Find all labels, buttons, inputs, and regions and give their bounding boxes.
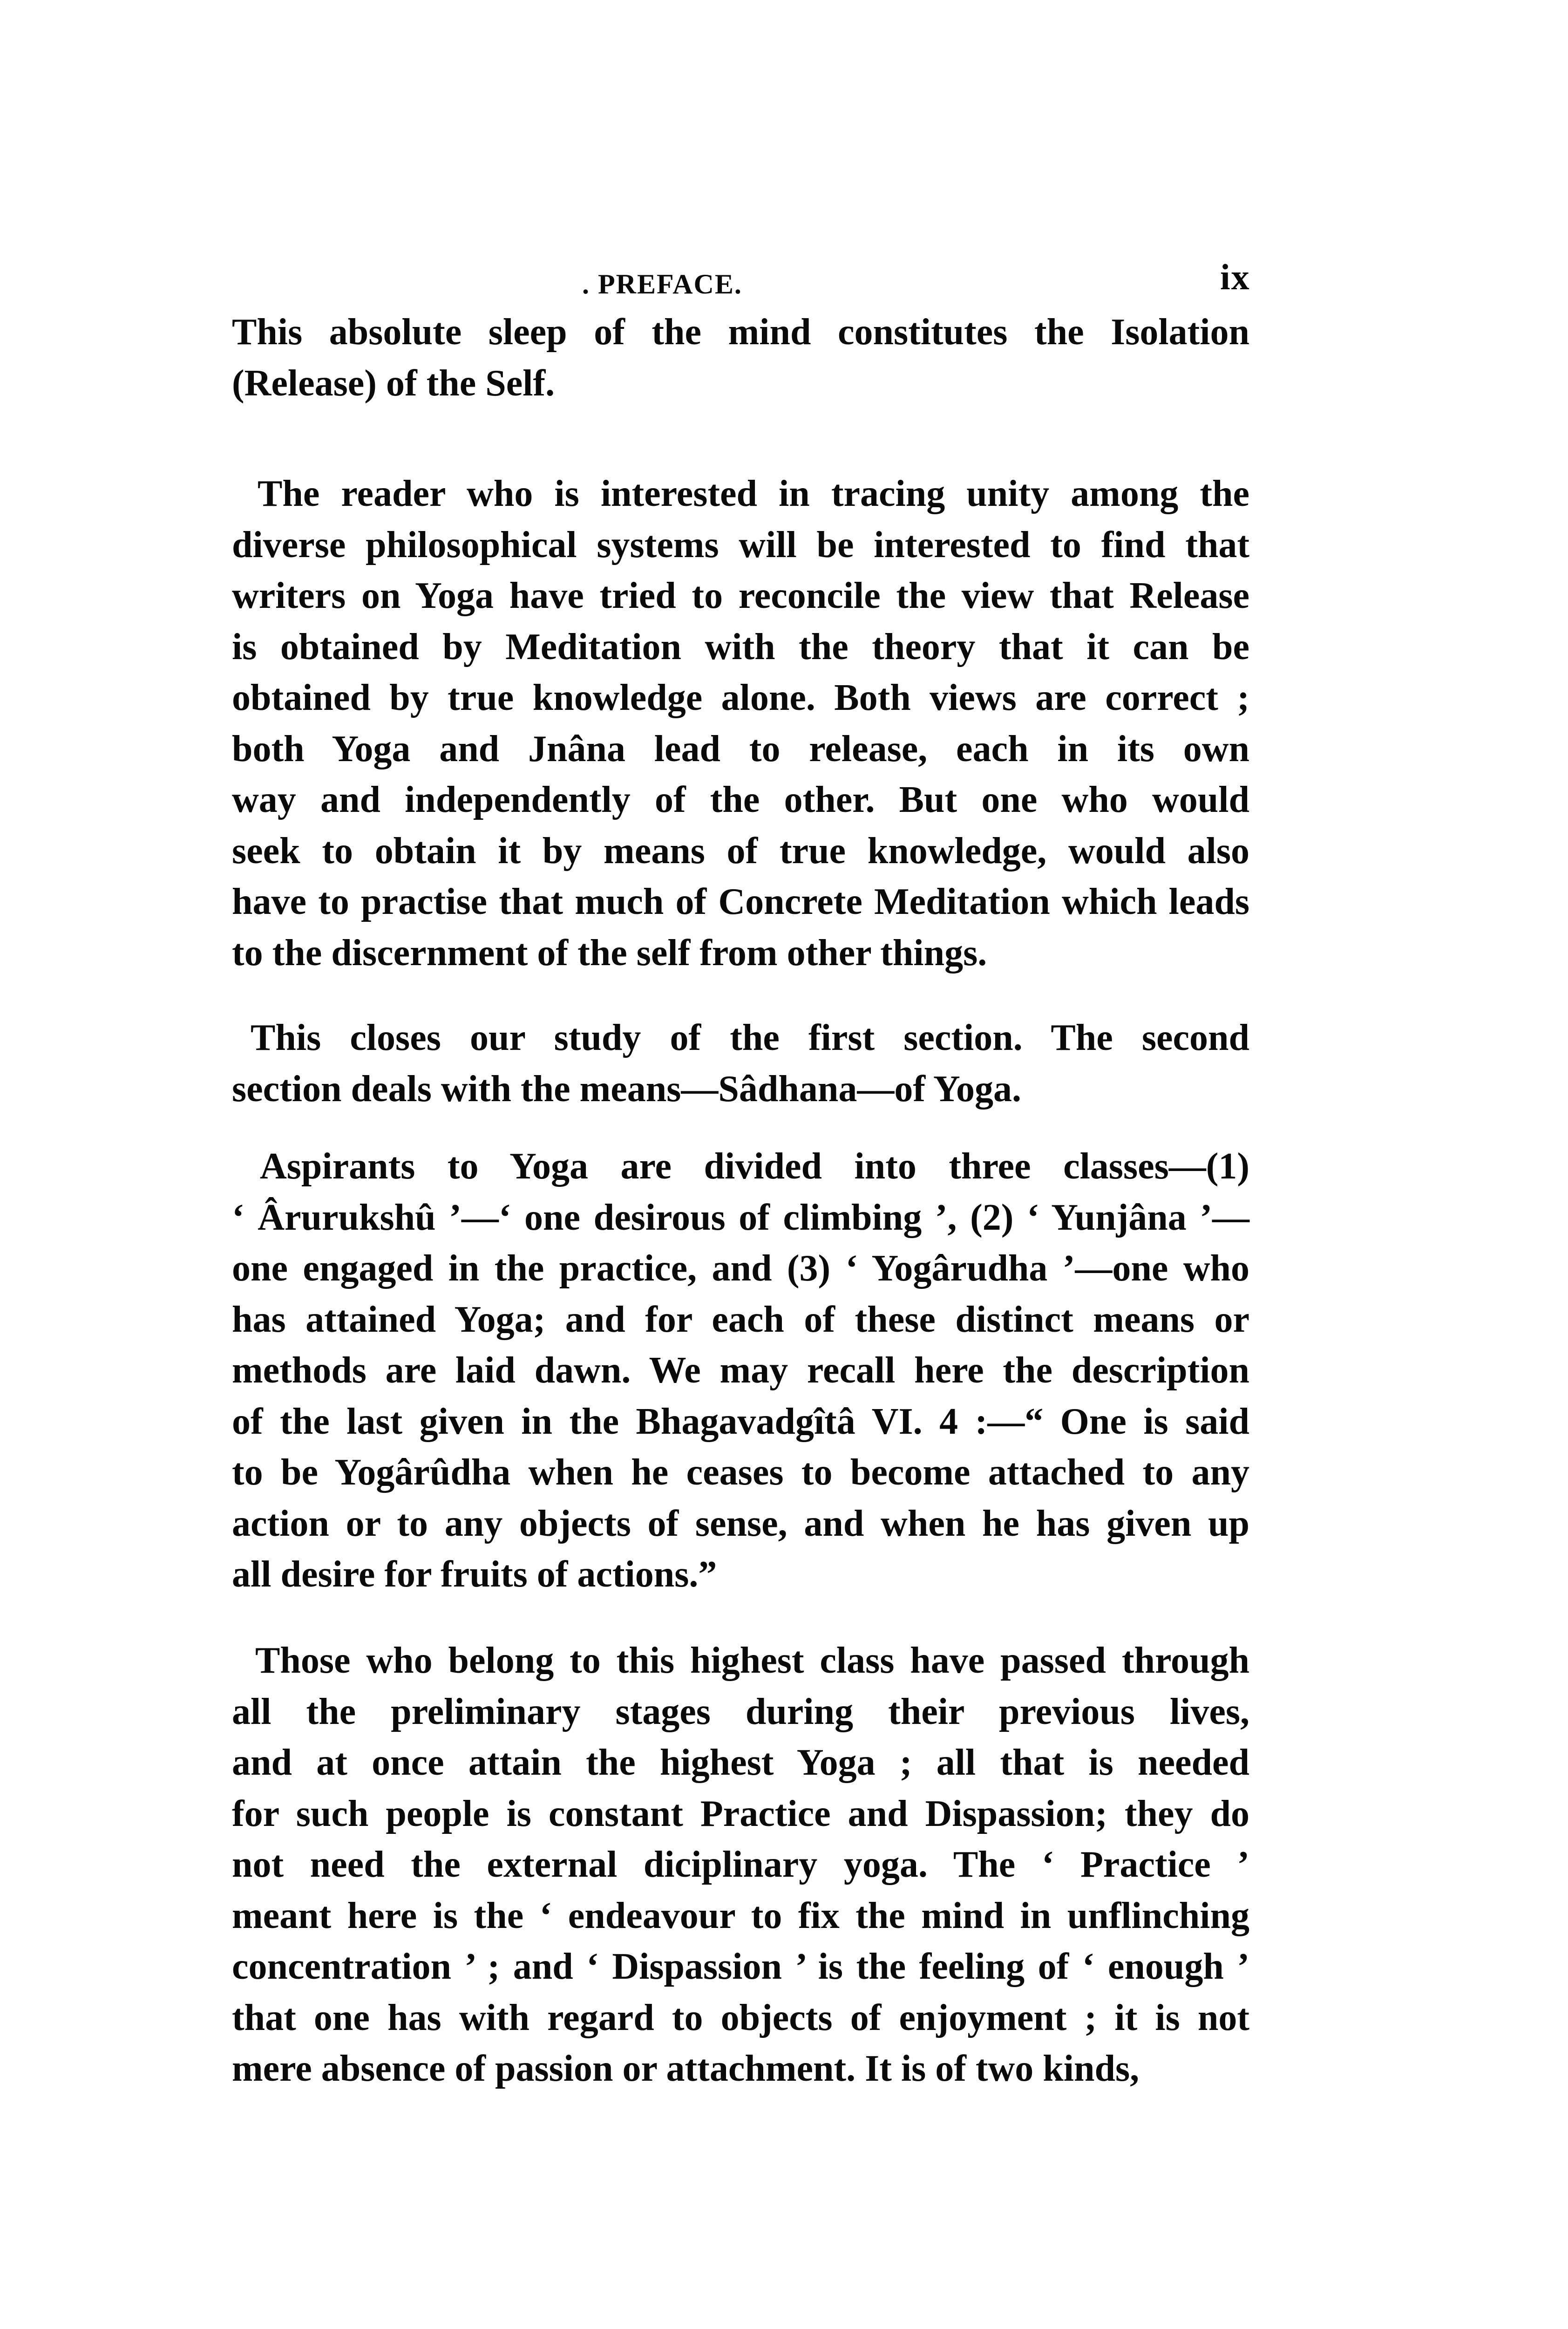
text-line: both Yoga and Jnâna lead to release, each in its own — [232, 728, 1249, 770]
text-line: methods are laid dawn. We may recall here the description — [232, 1350, 1249, 1391]
body-text — [0, 307, 1568, 2095]
text-line: concentration ’ ; and ‘ Dispassion ’ is the feeling of ‘ enough ’ — [232, 1946, 1249, 1987]
text-line: one engaged in the practice, and (3) ‘ Yogârudha ’—one who — [232, 1248, 1249, 1289]
text-line: not need the external diciplinary yoga. The ‘ Practice ’ — [232, 1844, 1249, 1885]
text-line: writers on Yoga have tried to reconcile the view that Release — [232, 575, 1249, 616]
text-line: and at once attain the highest Yoga ; all that is needed — [232, 1742, 1249, 1783]
page-number: ix — [1220, 257, 1250, 297]
text-line: (Release) of the Self. — [232, 362, 555, 404]
text-line: for such people is constant Practice and Dispassion; they do — [232, 1793, 1249, 1834]
paragraph — [232, 469, 1249, 979]
text-line: This absolute sleep of the mind constitutes the Isolation — [232, 312, 1249, 353]
text-line: have to practise that much of Concrete Meditation which leads — [232, 881, 1249, 922]
paragraph — [232, 1141, 1249, 1600]
text-line: to the discernment of the self from other things. — [232, 932, 987, 974]
text-line: Aspirants to Yoga are divided into three classes—(1) — [260, 1146, 1249, 1187]
text-line: section deals with the means—Sâdhana—of Yoga. — [232, 1068, 1021, 1110]
text-line: all the preliminary stages during their previous lives, — [232, 1691, 1249, 1732]
paragraph — [232, 307, 1249, 409]
text-line: of the last given in the Bhagavadgîtâ VI. 4 :—“ One is said — [232, 1401, 1249, 1442]
text-line: obtained by true knowledge alone. Both views are correct ; — [232, 677, 1249, 718]
header-row — [0, 257, 1568, 307]
text-line: has attained Yoga; and for each of these distinct means or — [232, 1299, 1249, 1340]
text-line: that one has with regard to objects of enjoyment ; it is not — [232, 1997, 1249, 2038]
text-line: all desire for fruits of actions.” — [232, 1554, 717, 1595]
running-header: . PREFACE. — [582, 269, 742, 300]
text-line: to be Yogârûdha when he ceases to become attached to any — [232, 1452, 1249, 1493]
text-line: diverse philosophical systems will be interested to find that — [232, 524, 1249, 565]
text-line: ‘ Ârurukshû ’—‘ one desirous of climbing ’, (2) ‘ Yunjâna ’— — [232, 1197, 1249, 1238]
paragraph — [232, 1013, 1249, 1115]
paragraph — [232, 1635, 1249, 2095]
text-line: action or to any objects of sense, and when he has given up — [232, 1503, 1249, 1544]
text-line: Those who belong to this highest class have passed through — [255, 1640, 1249, 1681]
text-line: This closes our study of the first section. The second — [251, 1017, 1249, 1058]
text-line: The reader who is interested in tracing unity among the — [258, 473, 1249, 514]
text-line: is obtained by Meditation with the theory that it can be — [232, 626, 1249, 667]
text-line: meant here is the ‘ endeavour to fix the mind in unflinching — [232, 1895, 1249, 1936]
text-line: way and independently of the other. But one who would — [232, 779, 1249, 820]
text-line: seek to obtain it by means of true knowledge, would also — [232, 830, 1249, 872]
text-line: mere absence of passion or attachment. It is of two kinds, — [232, 2048, 1140, 2089]
